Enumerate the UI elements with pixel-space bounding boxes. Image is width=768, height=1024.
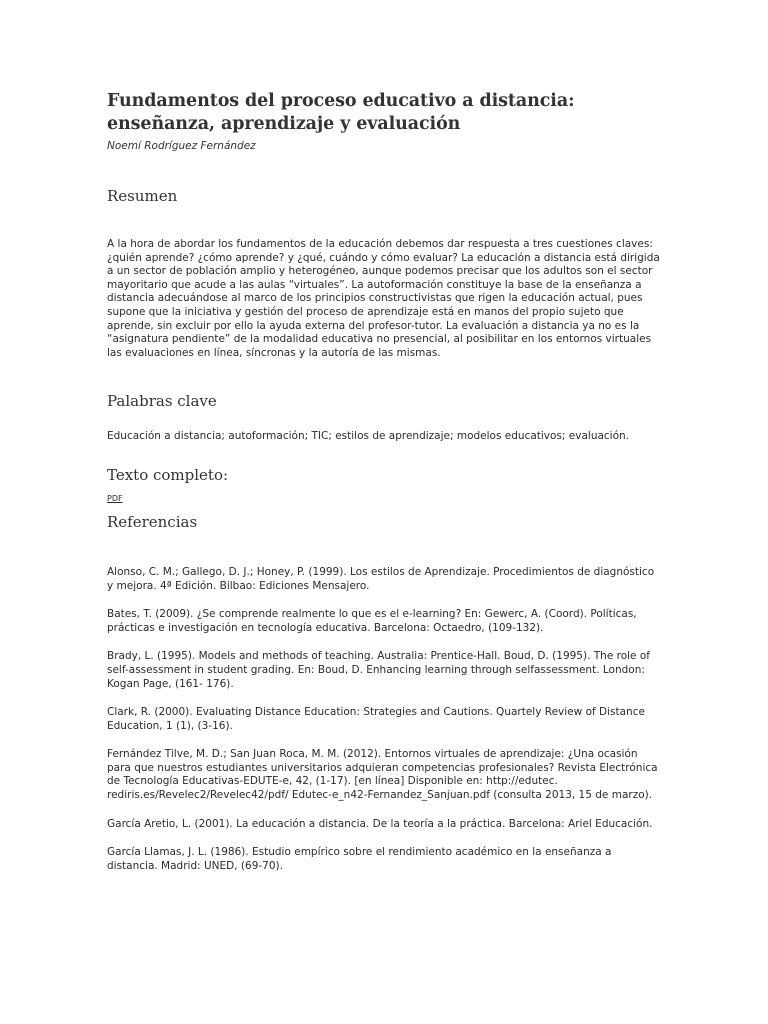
reference-item: Brady, L. (1995). Models and methods of teaching. Australia: Prentice-Hall. Boud, D. (1995). The role of self-assessment in student grading. En: Boud, D. Enhancing learning through selfassessment. London: Kogan Page, (161- 176). (107, 650, 650, 690)
article-page (107, 90, 663, 888)
references-heading: Referencias (107, 512, 198, 531)
reference-item: García Llamas, J. L. (1986). Estudio empírico sobre el rendimiento académico en la enseñanza a distancia. Madrid: UNED, (69-70). (107, 846, 612, 872)
article-title: Fundamentos del proceso educativo a distancia: enseñanza, aprendizaje y evaluación (107, 91, 575, 134)
article-author: Noemí Rodríguez Fernández (107, 140, 256, 152)
reference-item: Fernández Tilve, M. D.; San Juan Roca, M. M. (2012). Entornos virtuales de aprendizaje: ¿Una ocasión para que nuestros estudiantes universitarios adquieran competencias profesionales? Revista Electrónica de Tecnología Educativas-EDUTE-e, 42, (1-17). [en línea] Disponible en: http://edutec. rediris.es/Revelec2/Revelec42/pdf/ Edutec-e_n42-Fernandez_Sanjuan.pdf (consulta 2013, 15 de marzo). (107, 748, 658, 802)
reference-item: Clark, R. (2000). Evaluating Distance Education: Strategies and Cautions. Quartely Review of Distance Education, 1 (1), (3-16). (107, 706, 645, 732)
reference-item: Bates, T. (2009). ¿Se comprende realmente lo que es el e-learning? En: Gewerc, A. (Coord). Políticas, prácticas e investigación en tecnología educativa. Barcelona: Octaedro, (109-132). (107, 608, 637, 634)
keywords-heading: Palabras clave (107, 392, 217, 411)
abstract-heading: Resumen (107, 187, 178, 205)
full-text-links (107, 488, 663, 506)
pdf-link[interactable]: PDF (107, 493, 123, 503)
keywords-text: Educación a distancia; autoformación; TIC; estilos de aprendizaje; modelos educativos; evaluación. (107, 430, 630, 443)
reference-item: Alonso, C. M.; Gallego, D. J.; Honey, P. (1999). Los estilos de Aprendizaje. Procedimientos de diagnóstico y mejora. 4ª Edición. Bilbao: Ediciones Mensajero. (107, 565, 655, 592)
references-list (107, 566, 663, 874)
abstract-text: A la hora de abordar los fundamentos de la educación debemos dar respuesta a tres cuestiones claves: ¿quién aprende? ¿cómo aprende? y ¿qué, cuándo y cómo evaluar? La educación a distancia está dirigida a un sector de población amplio y heterogéneo, aunque podemos precisar que los adultos son el sector mayoritario que acude a las aulas “virtuales”. La autoformación constituye la base de la enseñanza a distancia adecuándose al marco de los principios constructivistas que rigen la educación actual, pues supone que la iniciativa y gestión del proceso de aprendizaje está en manos del propio sujeto que aprende, sin excluir por ello la ayuda externa del profesor-tutor. La evaluación a distancia ya no es la “asignatura pendiente” de la modalidad educativa no presencial, al posibilitar en los entornos virtuales las evaluaciones en línea, síncronas y la autoría de las mismas. (107, 238, 660, 359)
reference-item: García Aretio, L. (2001). La educación a distancia. De la teoría a la práctica. Barcelona: Ariel Educación. (107, 817, 653, 830)
full-text-heading: Texto completo: (107, 465, 229, 484)
